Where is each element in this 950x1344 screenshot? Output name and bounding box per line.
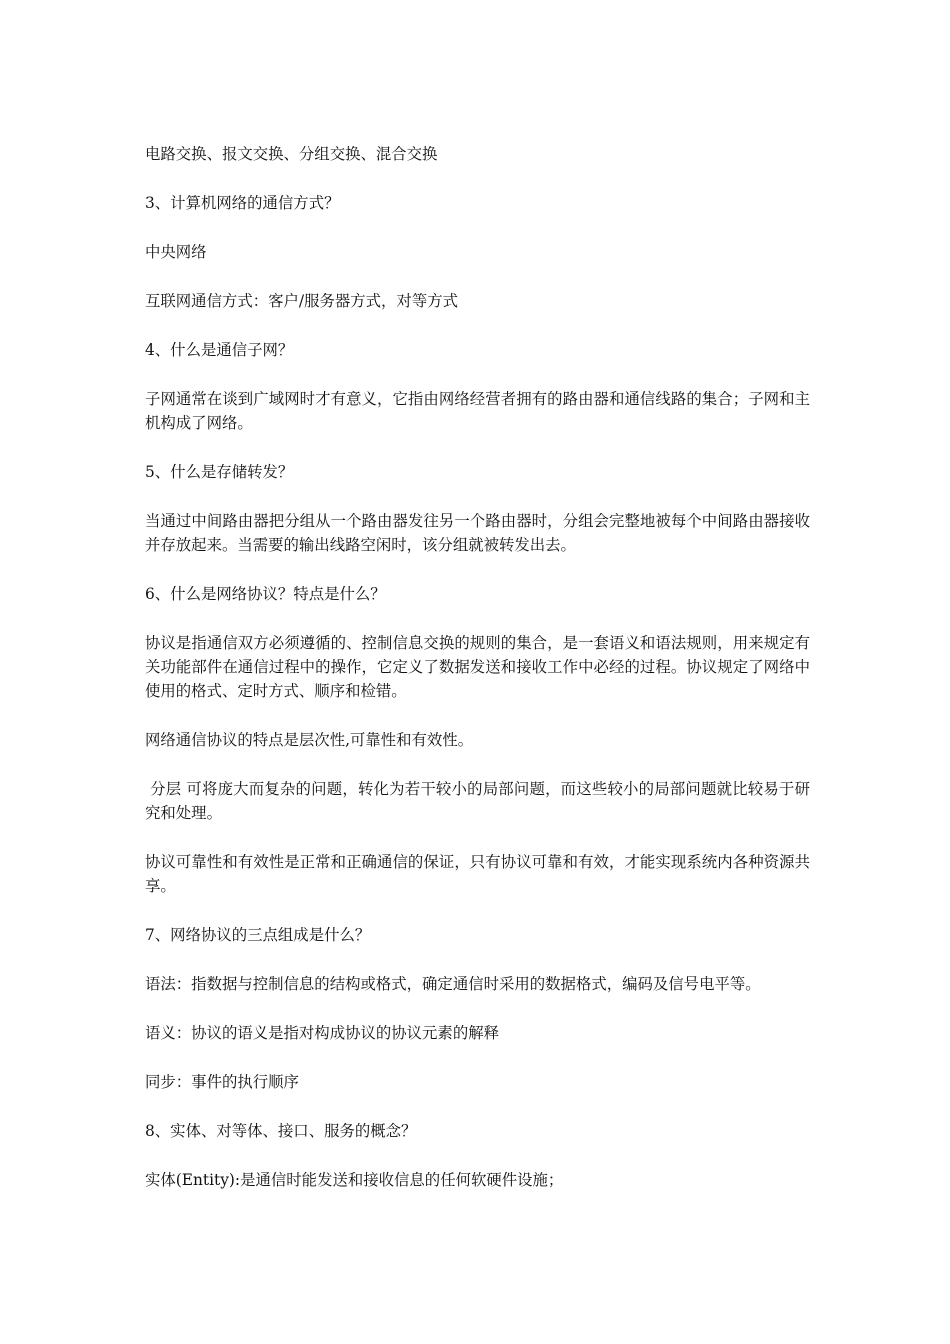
paragraph-central-network: 中央网络 [145, 243, 207, 261]
paragraph-subnet-definition: 子网通常在谈到广域网时才有意义，它指由网络经营者拥有的路由器和通信线路的集合；子网和主机构成了网络。 [145, 390, 810, 432]
question-7-heading: 7、网络协议的三点组成是什么？ [145, 926, 371, 944]
paragraph-syntax: 语法：指数据与控制信息的结构或格式，确定通信时采用的数据格式，编码及信号电平等。 [145, 975, 761, 993]
question-8-heading: 8、实体、对等体、接口、服务的概念？ [145, 1122, 417, 1140]
paragraph-protocol-features: 网络通信协议的特点是层次性,可靠性和有效性。 [145, 731, 474, 749]
paragraph-timing: 同步：事件的执行顺序 [145, 1073, 299, 1091]
paragraph-store-and-forward: 当通过中间路由器把分组从一个路由器发往另一个路由器时，分组会完整地被每个中间路由器接收并存放起来。当需要的输出线路空闲时，该分组就被转发出去。 [145, 512, 810, 554]
question-3-heading: 3、计算机网络的通信方式？ [145, 194, 340, 212]
paragraph-internet-comm-modes: 互联网通信方式：客户/服务器方式，对等方式 [145, 292, 458, 310]
document-page [145, 142, 810, 1217]
question-5-heading: 5、什么是存储转发？ [145, 463, 294, 481]
paragraph-layering: 分层 可将庞大而复杂的问题，转化为若干较小的局部问题，而这些较小的局部问题就比较易于研究和处理。 [145, 780, 810, 822]
question-4-heading: 4、什么是通信子网？ [145, 341, 294, 359]
paragraph-entity-definition: 实体(Entity):是通信时能发送和接收信息的任何软硬件设施； [145, 1171, 564, 1189]
paragraph-protocol-definition: 协议是指通信双方必须遵循的、控制信息交换的规则的集合，是一套语义和语法规则，用来规定有关功能部件在通信过程中的操作，它定义了数据发送和接收工作中必经的过程。协议规定了网络中使用的格式、定时方式、顺序和检错。 [145, 634, 810, 700]
question-6-heading: 6、什么是网络协议？特点是什么？ [145, 585, 386, 603]
paragraph-reliability: 协议可靠性和有效性是正常和正确通信的保证，只有协议可靠和有效，才能实现系统内各种资源共享。 [145, 853, 810, 895]
paragraph-switching-types: 电路交换、报文交换、分组交换、混合交换 [145, 145, 438, 163]
paragraph-semantics: 语义：协议的语义是指对构成协议的协议元素的解释 [145, 1024, 499, 1042]
